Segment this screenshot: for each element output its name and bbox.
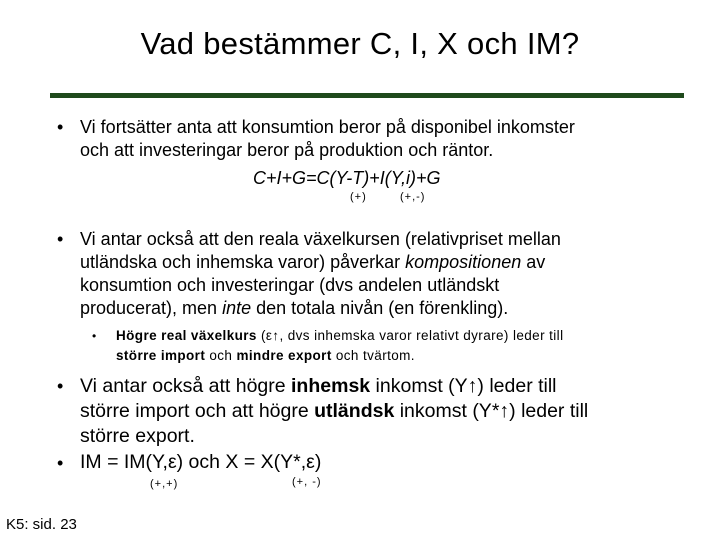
sub-bullet-text [116,326,676,366]
bullet-2-line-1: Vi antar också att den reala växelkursen (relativpriset mellan [80,229,561,249]
bullet-2-text: utländska och inhemska varor) påverkar [80,252,406,272]
bullet-2-line-3: konsumtion och investeringar (dvs andelen utländskt [80,275,500,295]
bullet-marker: • [57,229,64,249]
sub-bullet-fragment: (ε↑, dvs inhemska varor relativt dyrare) leder till [256,328,564,343]
bullet-3-text: inkomst (Y*↑) leder till [394,400,589,422]
bullet-3-text: inkomst (Y↑) leder till [370,375,557,397]
bold-inhemsk: inhemsk [291,375,371,397]
sub-bullet-fragment: och [205,348,237,363]
bold-storre-import: större import [116,348,206,363]
emphasis-inte: inte [222,298,252,318]
equation-import-export: IM = IM(Y,ε) och X = X(Y*,ε) [80,451,322,473]
bullet-2-line-4 [80,297,508,320]
bullet-3-line-3: större export. [80,425,195,447]
slide-footer: K5: sid. 23 [6,516,77,533]
sign-consumption: (+) [350,191,367,203]
bullet-2-line-2 [80,251,545,274]
sign-import: (+,+) [150,478,179,490]
equation-aggregate-demand: C+I+G=C(Y-T)+I(Y,i)+G [253,168,441,188]
emphasis-kompositionen: kompositionen [405,252,522,272]
title-rule [50,93,684,98]
bullet-2-text: producerat), men [80,298,223,318]
bullet-3-text: större import och att högre [80,400,315,422]
sign-export: (+, -) [292,476,322,488]
bullet-1-line-2: och att investeringar beror på produktion och räntor. [80,140,494,160]
bullet-marker: • [57,117,64,137]
bullet-3-line-2 [80,399,588,424]
bullet-2-text: av [521,252,546,272]
slide-title: Vad bestämmer C, I, X och IM? [140,26,580,61]
sub-bullet-fragment: och tvärtom. [331,348,415,363]
bullet-marker: • [57,376,64,396]
sign-investment: (+,-) [400,191,426,203]
bullet-3-line-1 [80,374,557,399]
sub-bullet-marker: • [92,329,97,343]
bold-mindre-export: mindre export [236,348,332,363]
bullet-marker: • [57,453,64,473]
bold-utlandsk: utländsk [314,400,395,422]
bold-hogre-real-vaxelkurs: Högre real växelkurs [116,328,257,343]
bullet-3-text: Vi antar också att högre [80,375,292,397]
bullet-2-text: den totala nivån (en förenkling). [251,298,509,318]
bullet-1-line-1: Vi fortsätter anta att konsumtion beror på disponibel inkomster [80,117,575,137]
